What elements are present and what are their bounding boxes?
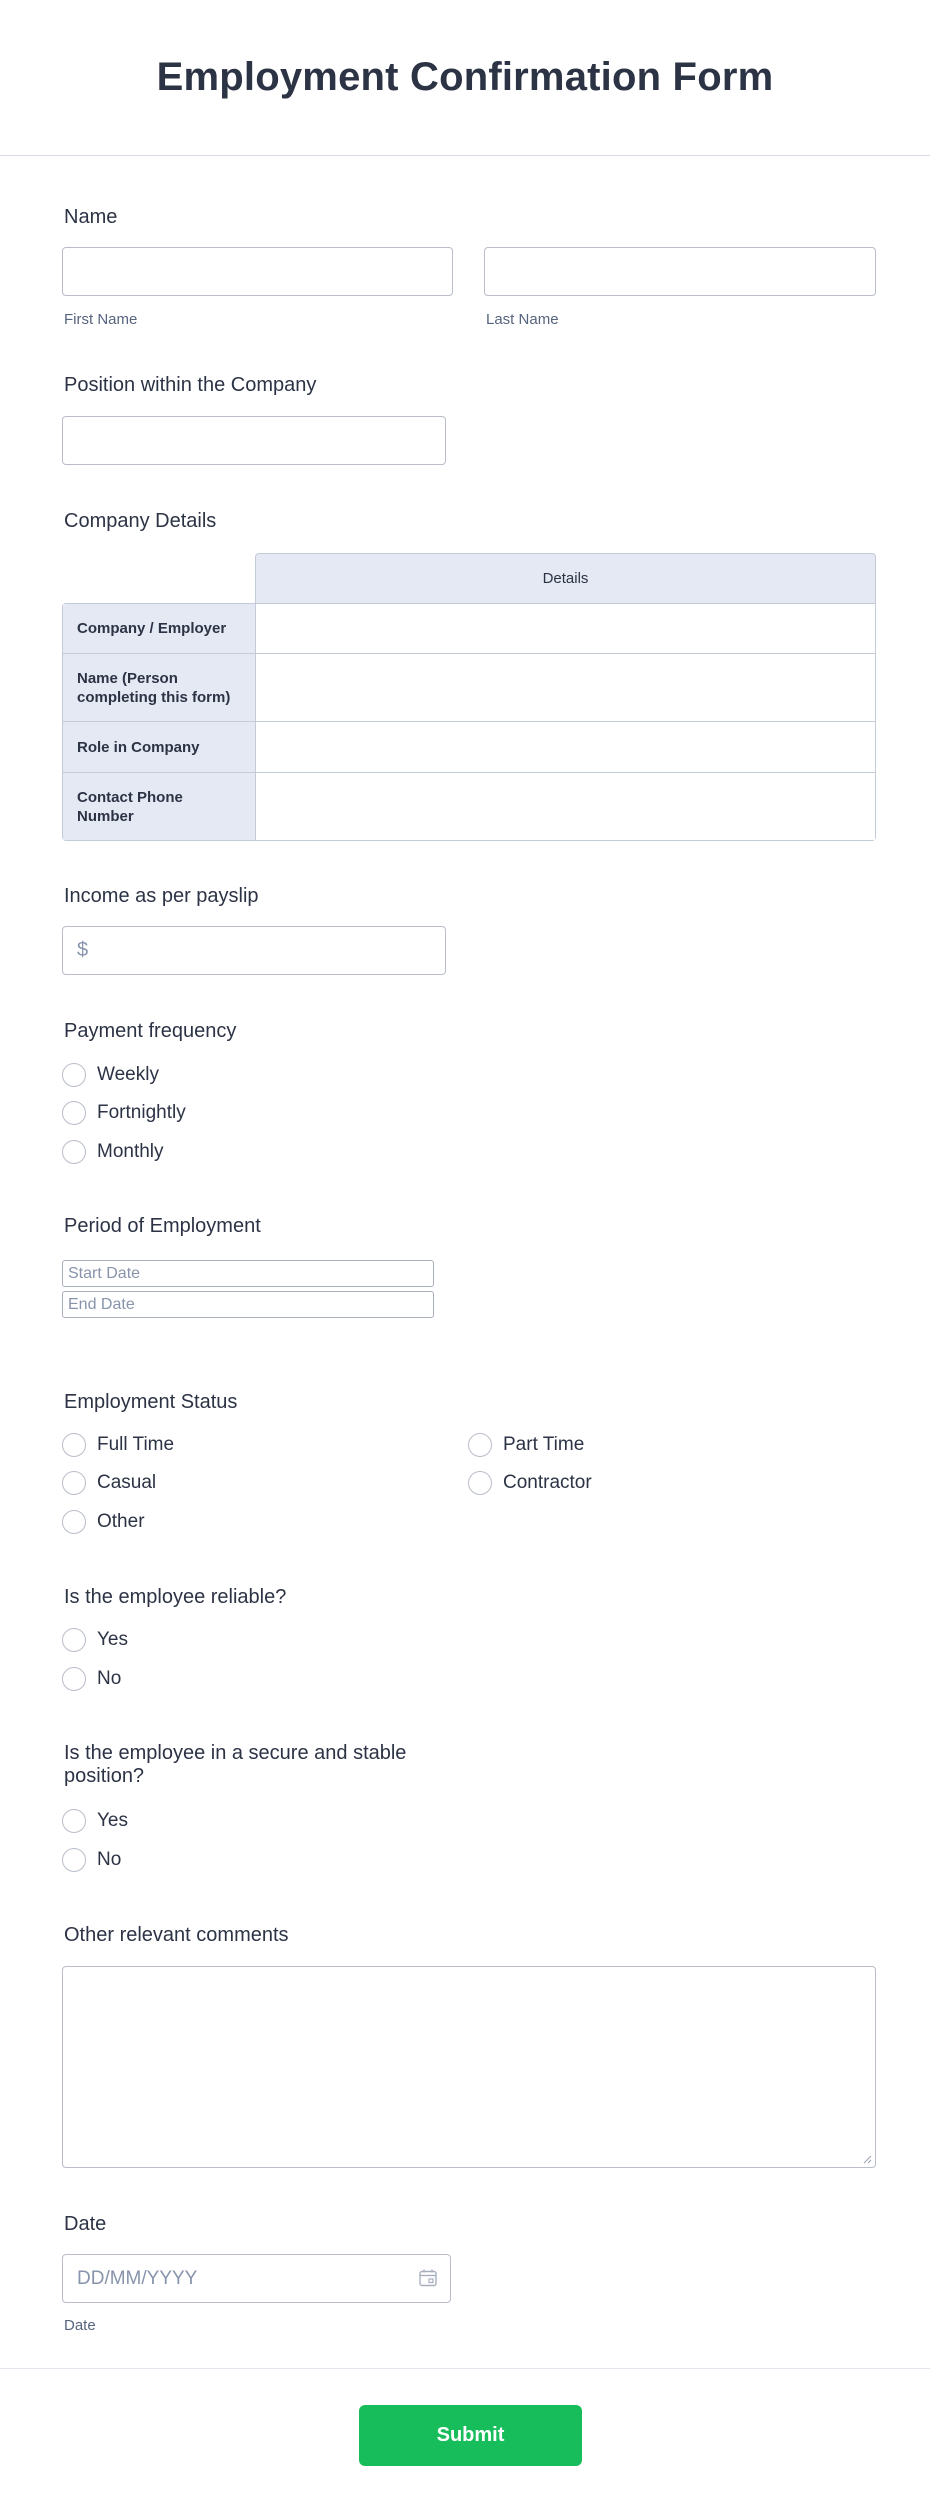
payment-frequency-label: Payment frequency: [64, 1020, 237, 1042]
submit-button[interactable]: Submit: [359, 2405, 582, 2466]
radio-label: Contractor: [503, 1472, 592, 1493]
form-title: Employment Confirmation Form: [156, 55, 774, 99]
row-label-person: Name (Person completing this form): [63, 654, 256, 721]
radio-label: No: [97, 1668, 122, 1689]
details-column-header: Details: [255, 553, 876, 604]
radio-fortnightly[interactable]: [62, 1101, 186, 1125]
income-field[interactable]: [62, 926, 446, 975]
table-row: [62, 722, 876, 773]
currency-symbol: $: [77, 939, 89, 961]
radio-label: Part Time: [503, 1434, 585, 1455]
date-field[interactable]: [62, 2254, 451, 2303]
start-date-field[interactable]: [62, 1260, 434, 1287]
radio-label: No: [97, 1849, 122, 1870]
company-details-label: Company Details: [64, 510, 217, 532]
radio-circle[interactable]: [62, 1063, 86, 1087]
radio-reliable-yes[interactable]: [62, 1628, 128, 1652]
radio-circle[interactable]: [62, 1140, 86, 1164]
comments-textarea[interactable]: [62, 1966, 876, 2168]
radio-contractor[interactable]: [468, 1471, 592, 1495]
date-label: Date: [64, 2213, 107, 2235]
secure-label-line1: Is the employee in a secure and stable: [64, 1742, 407, 1764]
row-label-role: Role in Company: [63, 722, 256, 772]
form-header: [0, 0, 930, 156]
date-input[interactable]: [63, 2255, 450, 2302]
radio-circle[interactable]: [62, 1433, 86, 1457]
radio-other[interactable]: [62, 1510, 145, 1534]
radio-secure-yes[interactable]: [62, 1809, 128, 1833]
end-date-input[interactable]: [63, 1292, 433, 1317]
first-name-input[interactable]: [63, 248, 452, 295]
phone-cell[interactable]: [256, 773, 875, 840]
radio-circle[interactable]: [62, 1848, 86, 1872]
end-date-field[interactable]: [62, 1291, 434, 1318]
radio-label: Monthly: [97, 1141, 164, 1162]
radio-label: Weekly: [97, 1064, 159, 1085]
radio-label: Casual: [97, 1472, 157, 1493]
radio-label: Yes: [97, 1810, 128, 1831]
radio-casual[interactable]: [62, 1471, 156, 1495]
radio-full-time[interactable]: [62, 1433, 174, 1457]
radio-secure-no[interactable]: [62, 1848, 121, 1872]
secure-label-line2: position?: [64, 1765, 145, 1787]
income-input[interactable]: [63, 927, 445, 974]
position-label: Position within the Company: [64, 374, 317, 396]
name-label: Name: [64, 206, 118, 228]
radio-circle[interactable]: [62, 1471, 86, 1495]
comments-label: Other relevant comments: [64, 1924, 289, 1946]
radio-label: Other: [97, 1511, 145, 1532]
radio-label: Yes: [97, 1629, 128, 1650]
last-name-field[interactable]: [484, 247, 876, 296]
last-name-input[interactable]: [485, 248, 875, 295]
first-name-sublabel: First Name: [64, 311, 138, 328]
employment-status-label: Employment Status: [64, 1391, 238, 1413]
radio-circle[interactable]: [62, 1510, 86, 1534]
income-label: Income as per payslip: [64, 885, 259, 907]
row-label-company: Company / Employer: [63, 604, 256, 653]
resize-grip-icon[interactable]: [862, 2154, 872, 2164]
radio-label: Full Time: [97, 1434, 175, 1455]
radio-part-time[interactable]: [468, 1433, 584, 1457]
reliable-label: Is the employee reliable?: [64, 1586, 287, 1608]
first-name-field[interactable]: [62, 247, 453, 296]
radio-monthly[interactable]: [62, 1140, 164, 1164]
radio-weekly[interactable]: [62, 1063, 159, 1087]
radio-circle[interactable]: [62, 1809, 86, 1833]
last-name-sublabel: Last Name: [486, 311, 559, 328]
row-label-phone: Contact Phone Number: [63, 773, 256, 840]
company-employer-cell[interactable]: [256, 604, 875, 653]
date-sublabel: Date: [64, 2317, 96, 2334]
start-date-input[interactable]: [63, 1261, 433, 1286]
radio-circle[interactable]: [468, 1433, 492, 1457]
position-field[interactable]: [62, 416, 446, 465]
table-row: [62, 773, 876, 841]
period-label: Period of Employment: [64, 1215, 261, 1237]
role-cell[interactable]: [256, 722, 875, 772]
radio-label: Fortnightly: [97, 1102, 186, 1123]
radio-reliable-no[interactable]: [62, 1667, 121, 1691]
calendar-icon[interactable]: [418, 2268, 438, 2288]
table-row: [62, 603, 876, 654]
radio-circle[interactable]: [62, 1667, 86, 1691]
person-name-cell[interactable]: [256, 654, 875, 721]
company-details-table: [62, 553, 876, 841]
position-input[interactable]: [63, 417, 445, 464]
radio-circle[interactable]: [62, 1101, 86, 1125]
radio-circle[interactable]: [468, 1471, 492, 1495]
radio-circle[interactable]: [62, 1628, 86, 1652]
table-row: [62, 654, 876, 722]
